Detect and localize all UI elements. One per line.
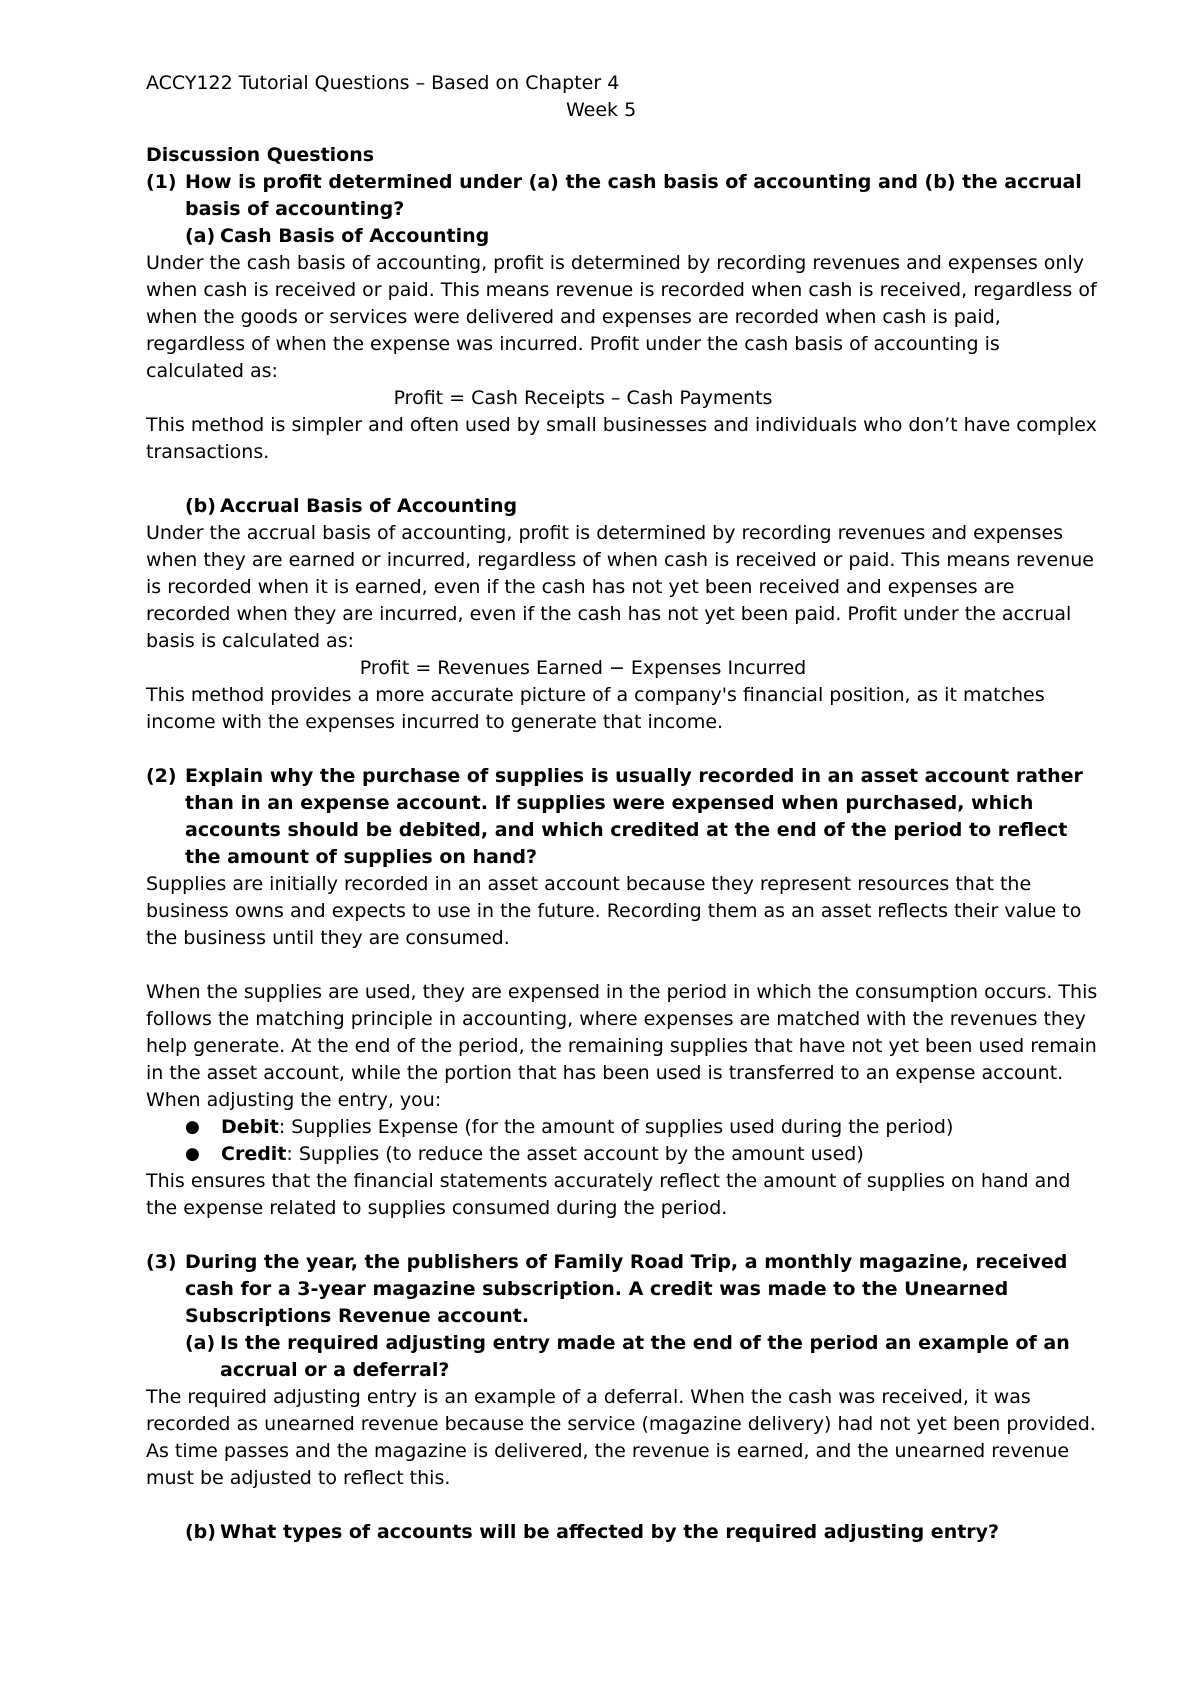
subquestion-heading: Cash Basis of Accounting — [220, 225, 490, 247]
formula: Profit = Cash Receipts – Cash Payments — [393, 387, 773, 409]
subquestion-heading: Accrual Basis of Accounting — [220, 495, 518, 517]
subquestion-text: What types of accounts will be affected by the required adjusting entry? — [220, 1521, 1000, 1543]
week-label: Week 5 — [566, 99, 637, 121]
question-1b-heading — [146, 493, 1100, 520]
bullet-label: Credit — [221, 1143, 287, 1165]
subquestion-number: (b) — [185, 495, 216, 517]
answer-paragraph: When the supplies are used, they are expensed in the period in which the consumption occurs. This follows the matching principle in accounting, where expenses are matched with the revenues they help generate. At the end of the period, the remaining supplies that have not yet been used remain in the asset account, while the portion that has been used is transferred to an expense account. When adjusting the entry, you: — [146, 981, 1098, 1111]
question-1a-heading — [146, 223, 1100, 250]
subquestion-number: (a) — [185, 225, 216, 247]
question-3b — [146, 1519, 1100, 1546]
question-3a — [146, 1330, 1100, 1384]
bullet-icon: ● — [185, 1117, 200, 1137]
answer-paragraph: Under the accrual basis of accounting, profit is determined by recording revenues and expenses when they are earned or incurred, regardless of when cash is received or paid. This means revenue is recorded when it is earned, even if the cash has not yet been received and expenses are recorded when they are incurred, even if the cash has not yet been paid. Profit under the accrual basis is calculated as: — [146, 522, 1094, 652]
question-text: During the year, the publishers of Family Road Trip, a monthly magazine, received cash for a 3-year magazine subscription. A credit was made to the Unearned Subscriptions Revenue account. — [185, 1251, 1068, 1327]
subquestion-text: Is the required adjusting entry made at the end of the period an example of an accrual or a deferral? — [220, 1332, 1070, 1381]
answer-paragraph: This ensures that the financial statements accurately reflect the amount of supplies on hand and the expense related to supplies consumed during the period. — [146, 1170, 1071, 1219]
list-item — [146, 1141, 1100, 1168]
answer-paragraph: This method provides a more accurate picture of a company's financial position, as it matches income with the expenses incurred to generate that income. — [146, 684, 1045, 733]
bullet-icon: ● — [185, 1144, 200, 1164]
question-3 — [146, 1249, 1100, 1330]
question-text: Explain why the purchase of supplies is usually recorded in an asset account rather than in an expense account. If supplies were expensed when purchased, which accounts should be debited, and which credited at the end of the period to reflect the amount of supplies on hand? — [185, 765, 1083, 868]
document-title: ACCY122 Tutorial Questions – Based on Chapter 4 — [146, 72, 620, 94]
question-number: (2) — [146, 765, 177, 787]
formula: Profit = Revenues Earned − Expenses Incurred — [359, 657, 807, 679]
subquestion-number: (a) — [185, 1332, 216, 1354]
question-2 — [146, 763, 1100, 871]
section-title: Discussion Questions — [146, 144, 375, 166]
answer-paragraph: This method is simpler and often used by small businesses and individuals who don’t have complex transactions. — [146, 414, 1097, 463]
question-number: (1) — [146, 171, 177, 193]
question-text: How is profit determined under (a) the cash basis of accounting and (b) the accrual basis of accounting? — [185, 171, 1082, 220]
question-number: (3) — [146, 1251, 177, 1273]
bullet-text: : Supplies (to reduce the asset account by the amount used) — [286, 1143, 864, 1165]
answer-paragraph: The required adjusting entry is an example of a deferral. When the cash was received, it was recorded as unearned revenue because the service (magazine delivery) had not yet been provided. As time passes and the magazine is delivered, the revenue is earned, and the unearned revenue must be adjusted to reflect this. — [146, 1386, 1096, 1489]
subquestion-number: (b) — [185, 1521, 216, 1543]
answer-paragraph: Supplies are initially recorded in an asset account because they represent resources that the business owns and expects to use in the future. Recording them as an asset reflects their value to the business until they are consumed. — [146, 873, 1082, 949]
question-1 — [146, 169, 1100, 223]
answer-paragraph: Under the cash basis of accounting, profit is determined by recording revenues and expenses only when cash is received or paid. This means revenue is recorded when cash is received, regardless of when the goods or services were delivered and expenses are recorded when cash is paid, regardless of when the expense was incurred. Profit under the cash basis of accounting is calculated as: — [146, 252, 1097, 382]
list-item — [146, 1114, 1100, 1141]
bullet-text: : Supplies Expense (for the amount of supplies used during the period) — [278, 1116, 954, 1138]
bullet-label: Debit — [221, 1116, 279, 1138]
